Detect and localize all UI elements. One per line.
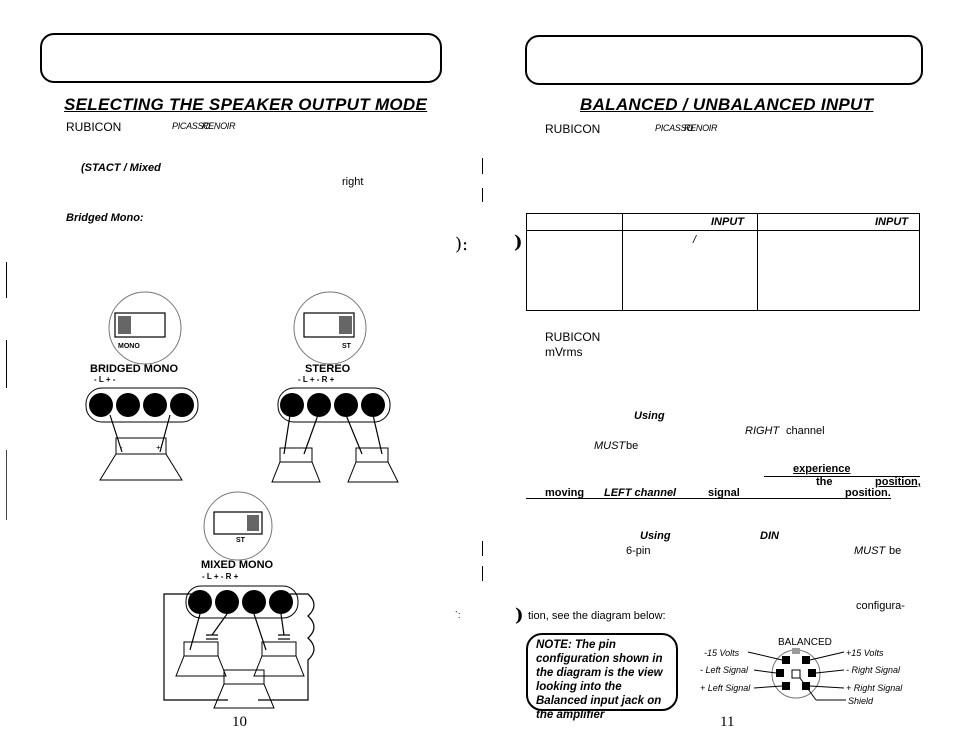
- speaker-left: [184, 642, 218, 656]
- terminal-polarity: - L + - R +: [298, 375, 335, 384]
- din-title: BALANCED: [778, 637, 832, 648]
- mode-title: MIXED MONO: [201, 559, 274, 571]
- signal-word: signal: [708, 487, 740, 499]
- mvrms-text: mVrms: [545, 345, 583, 359]
- terminal: [89, 393, 113, 417]
- right-channel-word: RIGHT: [745, 425, 780, 437]
- left-header-box: [40, 33, 442, 83]
- position-word-2: position.: [845, 487, 891, 499]
- stact-mixed-label: (STACT / Mixed: [81, 162, 161, 174]
- right-page-heading: BALANCED / UNBALANCED INPUT: [580, 95, 874, 114]
- din-pin: [802, 656, 810, 664]
- moving-word: moving: [545, 487, 585, 499]
- right-model-picasso: PICASSO: [655, 123, 693, 133]
- terminal: [242, 590, 266, 614]
- right-page-number: 11: [720, 714, 735, 730]
- terminal: [361, 393, 385, 417]
- label-left-minus: - Left Signal: [700, 665, 749, 675]
- rubicon-text: RUBICON: [545, 330, 601, 344]
- din-word: DIN: [760, 530, 779, 542]
- left-channel-word: LEFT channel: [604, 487, 677, 499]
- terminal: [334, 393, 358, 417]
- scan-mark: [482, 188, 483, 202]
- right-word: right: [342, 176, 364, 188]
- terminal: [307, 393, 331, 417]
- right-header-box: [525, 35, 923, 85]
- spec-table: [526, 213, 920, 311]
- scan-mark: [6, 450, 7, 520]
- din-pin: [776, 669, 784, 677]
- label-shield: Shield: [848, 696, 874, 706]
- din-connector-diagram: [696, 634, 920, 714]
- table-header-input-2: INPUT: [875, 216, 908, 228]
- label-neg15: -15 Volts: [704, 648, 740, 658]
- scan-mark: `:: [455, 610, 461, 620]
- terminal: [215, 590, 239, 614]
- right-model-rubicon: RUBICON: [545, 122, 601, 136]
- position-word-1: position,: [875, 476, 921, 488]
- terminal: [116, 393, 140, 417]
- bridged-mono-diagram: [80, 290, 210, 490]
- using-label-2: Using: [640, 530, 671, 542]
- experience-word: experience: [793, 463, 851, 475]
- using-label-1: Using: [634, 410, 665, 422]
- switch-label: MONO: [118, 343, 140, 350]
- left-model-renoir: RENOIR: [202, 121, 236, 131]
- right-model-renoir: RENOIR: [684, 123, 718, 133]
- scan-mark: [482, 541, 483, 556]
- speaker-center: [224, 670, 264, 684]
- svg-text:+: +: [156, 443, 161, 452]
- label-right-minus: - Right Signal: [846, 665, 901, 675]
- scan-mark: ):: [455, 234, 469, 255]
- mode-title: BRIDGED MONO: [90, 363, 178, 375]
- terminal: [143, 393, 167, 417]
- mode-title: STEREO: [305, 363, 351, 375]
- bridged-mono-label: Bridged Mono:: [66, 212, 144, 224]
- stereo-diagram: [270, 290, 410, 490]
- din-pin: [782, 656, 790, 664]
- scan-mark: [482, 566, 483, 581]
- din-pin-center: [792, 670, 800, 678]
- terminal-polarity: - L + - R +: [202, 572, 239, 581]
- switch-knob: [247, 515, 259, 531]
- pin-note: NOTE: The pin configuration shown in the diagram is the view looking into the Balanced input jack on the amplifier: [526, 633, 678, 711]
- terminal: [280, 393, 304, 417]
- left-model-rubicon: RUBICON: [66, 120, 122, 134]
- be-word-1: be: [626, 440, 639, 452]
- the-word: the: [816, 476, 833, 488]
- label-right-plus: + Right Signal: [846, 683, 903, 693]
- switch-label: ST: [236, 537, 245, 544]
- table-cell-slash: /: [693, 234, 697, 246]
- be-word-2: be: [889, 545, 902, 557]
- left-model-picasso: PICASSO: [172, 121, 210, 131]
- scan-mark: [482, 158, 483, 174]
- mixed-mono-diagram: [158, 490, 328, 715]
- switch-circle: [294, 292, 366, 364]
- terminal: [170, 393, 194, 417]
- tion-line: tion, see the diagram below:: [528, 610, 666, 622]
- scan-mark: ): [514, 232, 523, 253]
- din-key: [792, 648, 800, 654]
- configura-word: configura-: [856, 600, 905, 612]
- scan-mark: [6, 340, 7, 388]
- label-left-plus: + Left Signal: [700, 683, 751, 693]
- speaker-right: [262, 642, 296, 656]
- din-pin: [782, 682, 790, 690]
- scan-mark: ): [515, 605, 524, 626]
- switch-label: ST: [342, 343, 351, 350]
- six-pin-word: 6-pin: [626, 545, 651, 557]
- terminal: [269, 590, 293, 614]
- channel-word: channel: [786, 425, 825, 437]
- table-header-input-1: INPUT: [711, 216, 744, 228]
- switch-knob: [339, 316, 352, 334]
- must-word-2: MUST: [854, 545, 886, 557]
- label-pos15: +15 Volts: [846, 648, 884, 658]
- svg-text:-: -: [120, 443, 123, 452]
- left-page-number: 10: [232, 714, 247, 730]
- switch-knob: [118, 316, 131, 334]
- scan-mark: [6, 262, 7, 298]
- terminal-polarity: - L + -: [94, 375, 116, 384]
- left-page-heading: SELECTING THE SPEAKER OUTPUT MODE: [64, 95, 428, 114]
- must-word-1: MUST: [594, 440, 626, 452]
- din-pin: [808, 669, 816, 677]
